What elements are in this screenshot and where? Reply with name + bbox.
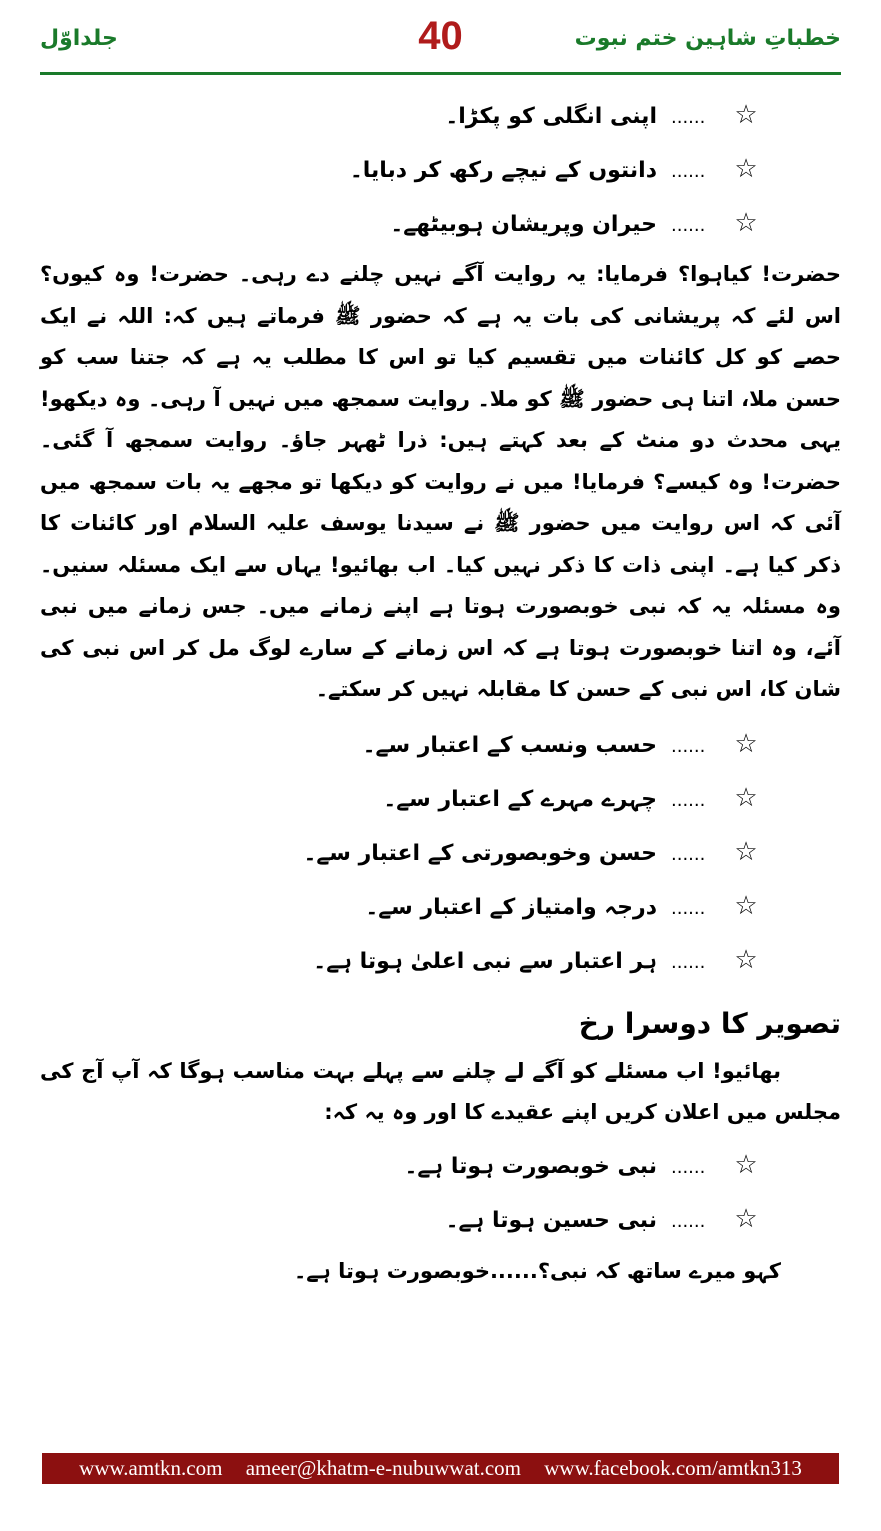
leader-dots: ...... [671, 843, 706, 865]
bullet-list-3 [40, 1138, 841, 1246]
header-divider [40, 72, 841, 75]
list-item-text: نبی خوبصورت ہوتا ہے۔ [404, 1153, 657, 1179]
list-item-text: ہر اعتبار سے نبی اعلیٰ ہوتا ہے۔ [313, 948, 657, 974]
list-item [40, 196, 761, 250]
bullet-list-2 [40, 717, 841, 987]
star-icon: ☆ [734, 890, 758, 921]
list-item [40, 1192, 761, 1246]
email-link[interactable]: ameer@khatm-e-nubuwwat.com [245, 1456, 522, 1480]
leader-dots: ...... [671, 951, 706, 973]
list-item [40, 88, 761, 142]
book-title: خطباتِ شاہین ختم نبوت [574, 26, 841, 51]
page-number: 40 [418, 14, 463, 58]
list-item-text: اپنی انگلی کو پکڑا۔ [445, 104, 657, 129]
section-heading: تصویر کا دوسرا رخ [578, 1006, 841, 1040]
list-item-text: حیران وپریشان ہوبیٹھے۔ [390, 212, 657, 237]
leader-dots: ...... [671, 1210, 706, 1232]
body-paragraph-1: حضرت! کیاہوا؟ فرمایا: یہ روایت آگے نہیں چلنے دے رہی۔ حضرت! وہ کیوں؟ اس لئے کہ پریشانی کی بات یہ ہے کہ حضور ﷺ فرماتے ہیں کہ: اللہ نے ایک حصے کو کل کائنات میں تقسیم کیا تو اس کا مطلب یہ ہے کہ جتنا سب کو حسن ملا، اتنا ہی حضور ﷺ کو ملا۔ روایت سمجھ میں نہیں آ رہی۔ وہ دیکھو! یہی محدث دو منٹ کے بعد کہتے ہیں: ذرا ٹھہر جاؤ۔ روایت سمجھ آ گئی۔ حضرت! وہ کیسے؟ فرمایا! میں نے روایت کو دیکھا تو مجھے یہ بات سمجھ میں آئی کہ اس روایت میں حضور ﷺ نے سیدنا یوسف علیہ السلام اور کائنات کا ذکر کیا ہے۔ اپنی ذات کا ذکر نہیں کیا۔ اب بھائیو! یہاں سے ایک مسئلہ سنیں۔ وہ مسئلہ یہ کہ نبی خوبصورت ہوتا ہے اپنے زمانے میں۔ جس زمانے میں نبی آئے، وہ اتنا خوبصورت ہوتا ہے کہ اس زمانے کے سارے لوگ مل کر اس نبی کی شان کا، اس نبی کے حسن کا مقابلہ نہیں کر سکتے۔ [40, 262, 841, 701]
body-paragraph-2: بھائیو! اب مسئلے کو آگے لے چلنے سے پہلے بہت مناسب ہوگا کہ آپ آج کی مجلس میں اعلان کریں اپنے عقیدے کا اور وہ یہ کہ: [40, 1058, 841, 1124]
leader-dots: ...... [671, 107, 706, 128]
leader-dots: ...... [671, 161, 706, 182]
page-content [40, 88, 841, 1296]
star-icon: ☆ [734, 728, 758, 759]
leader-dots: ...... [671, 1156, 706, 1178]
list-item [40, 1138, 761, 1192]
page-footer [42, 1453, 839, 1484]
star-icon: ☆ [734, 208, 758, 238]
volume-label: جلداوّل [40, 26, 118, 51]
bullet-list-1 [40, 88, 841, 250]
list-item-text: حسن وخوبصورتی کے اعتبار سے۔ [303, 840, 657, 866]
list-item-text: دانتوں کے نیچے رکھ کر دبایا۔ [349, 158, 657, 183]
star-icon: ☆ [734, 1203, 758, 1234]
list-item [40, 717, 761, 771]
list-item-text: چہرے مہرے کے اعتبار سے۔ [383, 786, 657, 812]
website-link[interactable]: www.amtkn.com [79, 1456, 223, 1480]
list-item [40, 771, 761, 825]
list-item-text: درجہ وامتیاز کے اعتبار سے۔ [365, 894, 657, 920]
list-item [40, 142, 761, 196]
leader-dots: ...... [671, 789, 706, 811]
facebook-link[interactable]: www.facebook.com/amtkn313 [544, 1456, 802, 1480]
closing-line: کہو میرے ساتھ کہ نبی؟......خوبصورت ہوتا ہے۔ [293, 1258, 781, 1283]
list-item-text: نبی حسین ہوتا ہے۔ [445, 1207, 657, 1233]
page-header [40, 14, 841, 70]
star-icon: ☆ [734, 1149, 758, 1180]
star-icon: ☆ [734, 154, 758, 184]
leader-dots: ...... [671, 897, 706, 919]
list-item [40, 933, 761, 987]
leader-dots: ...... [671, 215, 706, 236]
list-item-text: حسب ونسب کے اعتبار سے۔ [362, 732, 657, 758]
list-item [40, 825, 761, 879]
list-item [40, 879, 761, 933]
star-icon: ☆ [734, 836, 758, 867]
star-icon: ☆ [734, 100, 758, 130]
leader-dots: ...... [671, 735, 706, 757]
star-icon: ☆ [734, 782, 758, 813]
star-icon: ☆ [734, 944, 758, 975]
